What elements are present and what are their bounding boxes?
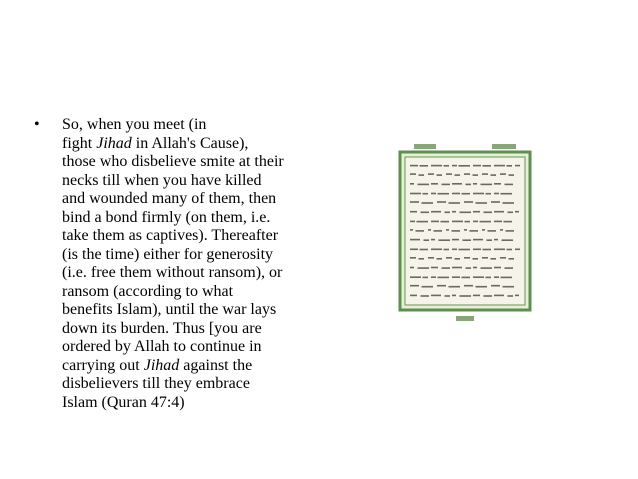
script-stroke	[462, 193, 471, 195]
script-stroke	[463, 239, 472, 241]
script-stroke	[484, 295, 493, 297]
script-stroke	[452, 239, 459, 241]
text-line: necks till when you have killed	[62, 171, 262, 189]
script-stroke	[431, 239, 435, 241]
script-stroke	[423, 277, 429, 279]
script-stroke	[419, 258, 425, 260]
script-stroke	[500, 173, 506, 175]
script-stroke	[494, 276, 499, 278]
script-stroke	[494, 183, 501, 185]
script-stroke	[421, 212, 430, 214]
script-stroke	[459, 165, 471, 167]
script-stroke	[431, 165, 442, 167]
script-stroke	[455, 174, 461, 176]
script-stroke	[491, 174, 497, 176]
script-stroke	[437, 258, 443, 260]
script-stroke	[464, 257, 470, 259]
script-stroke	[452, 193, 460, 195]
script-stroke	[515, 295, 519, 297]
script-stroke	[410, 257, 416, 259]
script-stroke	[473, 249, 481, 251]
script-stroke	[483, 165, 492, 167]
script-stroke	[507, 165, 513, 167]
text-line: bind a bond firmly (on them, i.e.	[62, 208, 271, 226]
script-stroke	[419, 174, 425, 176]
script-stroke	[491, 285, 500, 287]
script-stroke	[452, 230, 461, 232]
script-stroke	[446, 257, 452, 259]
bullet-marker: •	[34, 116, 40, 133]
script-stroke	[488, 230, 497, 232]
script-stroke	[473, 183, 477, 185]
script-stroke	[476, 286, 488, 288]
script-stroke	[410, 221, 415, 223]
script-stroke	[459, 249, 471, 251]
script-stroke	[431, 221, 439, 223]
script-stroke	[491, 258, 497, 260]
script-stroke	[503, 202, 515, 204]
script-stroke	[494, 267, 501, 269]
script-stroke	[431, 183, 438, 185]
script-stroke	[431, 267, 438, 269]
script-stroke	[494, 295, 504, 297]
script-stroke	[503, 286, 515, 288]
text-line: (is the time) either for generosity	[62, 245, 274, 263]
script-stroke	[464, 173, 470, 175]
script-stroke	[470, 230, 479, 232]
script-stroke	[500, 229, 503, 231]
bullet-text	[62, 116, 317, 412]
script-stroke	[515, 249, 520, 251]
script-stroke	[445, 295, 451, 297]
text-line: carrying out Jihad against the	[62, 356, 253, 374]
script-stroke	[410, 267, 414, 269]
script-stroke	[449, 202, 461, 204]
script-stroke	[473, 174, 479, 176]
text-line: benefits Islam), until the war lays	[62, 301, 277, 318]
script-stroke	[434, 230, 443, 232]
script-stroke	[438, 193, 450, 195]
script-stroke	[421, 295, 430, 297]
script-stroke	[449, 286, 461, 288]
script-stroke	[410, 239, 420, 241]
quran-page-image	[396, 140, 534, 330]
script-stroke	[473, 295, 480, 297]
script-stroke	[455, 258, 461, 260]
script-stroke	[509, 258, 515, 260]
script-stroke	[473, 267, 477, 269]
text-line: disbelievers till they embrace	[62, 375, 250, 392]
script-stroke	[482, 257, 488, 259]
script-stroke	[431, 249, 442, 251]
script-stroke	[494, 249, 505, 251]
emphasis-jihad: Jihad	[96, 134, 132, 152]
page-number	[456, 316, 474, 321]
script-stroke	[422, 202, 434, 204]
script-stroke	[465, 221, 471, 223]
text-line: Islam (Quran 47:4)	[62, 393, 185, 411]
script-stroke	[446, 173, 452, 175]
script-stroke	[410, 183, 414, 185]
script-stroke	[422, 286, 434, 288]
text-line: down its burden. Thus [you are	[62, 319, 262, 337]
script-stroke	[417, 221, 429, 223]
script-stroke	[442, 184, 451, 186]
text-line: So, when you meet (in	[62, 116, 207, 133]
script-stroke	[428, 229, 431, 231]
script-stroke	[484, 212, 493, 214]
script-stroke	[508, 295, 514, 297]
script-stroke	[473, 193, 484, 195]
script-stroke	[410, 276, 421, 278]
script-stroke	[441, 221, 450, 223]
script-stroke	[480, 221, 492, 223]
text-line: those who disbelieve smite at their	[62, 153, 284, 170]
script-stroke	[452, 276, 460, 278]
script-stroke	[502, 239, 514, 241]
script-stroke	[428, 173, 434, 175]
script-stroke	[410, 295, 417, 297]
script-stroke	[418, 184, 430, 186]
script-stroke	[483, 249, 492, 251]
text-line: ordered by Allah to continue in	[62, 338, 262, 355]
script-stroke	[500, 257, 506, 259]
script-stroke	[442, 267, 451, 269]
script-stroke	[473, 165, 481, 167]
script-stroke	[431, 276, 436, 278]
script-stroke	[494, 165, 505, 167]
script-stroke	[431, 295, 441, 297]
script-stroke	[515, 211, 519, 213]
script-stroke	[452, 295, 456, 297]
script-stroke	[486, 193, 492, 195]
script-stroke	[452, 221, 463, 223]
text-line: fight Jihad in Allah's Cause),	[62, 134, 249, 152]
script-stroke	[438, 277, 450, 279]
script-stroke	[418, 267, 430, 269]
script-stroke	[464, 229, 467, 231]
script-stroke	[420, 249, 429, 251]
script-stroke	[494, 221, 502, 223]
text-line: ransom (according to what	[62, 282, 234, 300]
text-line: take them as captives). Thereafter	[62, 227, 279, 244]
script-stroke	[423, 193, 429, 195]
script-stroke	[420, 165, 429, 167]
script-stroke	[416, 230, 425, 232]
script-stroke	[460, 212, 472, 214]
script-stroke	[506, 230, 515, 232]
script-stroke	[473, 258, 479, 260]
script-stroke	[439, 239, 451, 241]
script-stroke	[444, 165, 450, 167]
script-stroke	[501, 193, 513, 195]
script-stroke	[410, 249, 418, 251]
script-stroke	[466, 267, 472, 269]
script-stroke	[410, 165, 418, 167]
script-stroke	[460, 295, 472, 297]
script-stroke	[482, 229, 485, 231]
script-stroke	[410, 229, 413, 231]
script-stroke	[491, 201, 500, 203]
script-stroke	[515, 165, 520, 167]
script-stroke	[494, 211, 504, 213]
emphasis-jihad: Jihad	[143, 356, 180, 374]
script-stroke	[452, 249, 457, 251]
script-stroke	[466, 184, 472, 186]
script-stroke	[410, 173, 416, 175]
script-stroke	[494, 239, 498, 241]
script-stroke	[476, 202, 488, 204]
script-stroke	[508, 212, 514, 214]
script-stroke	[437, 201, 446, 203]
script-stroke	[501, 277, 513, 279]
script-stroke	[444, 249, 450, 251]
script-stroke	[431, 193, 436, 195]
script-stroke	[462, 277, 471, 279]
script-stroke	[410, 211, 417, 213]
script-stroke	[452, 267, 462, 269]
script-stroke	[431, 211, 441, 213]
script-stroke	[494, 193, 499, 195]
script-stroke	[482, 173, 488, 175]
script-stroke	[505, 184, 514, 186]
script-stroke	[505, 267, 514, 269]
script-stroke	[428, 257, 434, 259]
script-stroke	[487, 239, 493, 241]
script-stroke	[504, 221, 513, 223]
script-stroke	[452, 165, 457, 167]
script-stroke	[464, 285, 473, 287]
script-stroke	[509, 174, 515, 176]
script-stroke	[481, 184, 493, 186]
script-stroke	[507, 249, 513, 251]
script-stroke	[410, 201, 419, 203]
script-stroke	[446, 229, 449, 231]
script-stroke	[473, 211, 480, 213]
text-line: (i.e. free them without ransom), or	[62, 264, 283, 281]
script-stroke	[437, 174, 443, 176]
script-stroke	[464, 201, 473, 203]
script-stroke	[473, 239, 483, 241]
script-stroke	[437, 285, 446, 287]
script-stroke	[452, 211, 456, 213]
script-stroke	[445, 212, 451, 214]
script-stroke	[481, 267, 493, 269]
script-stroke	[410, 285, 419, 287]
script-stroke	[424, 239, 430, 241]
script-stroke	[452, 183, 462, 185]
text-line: and wounded many of them, then	[62, 190, 277, 207]
script-stroke	[473, 276, 484, 278]
script-stroke	[410, 193, 421, 195]
script-stroke	[486, 277, 492, 279]
script-stroke	[473, 221, 478, 223]
